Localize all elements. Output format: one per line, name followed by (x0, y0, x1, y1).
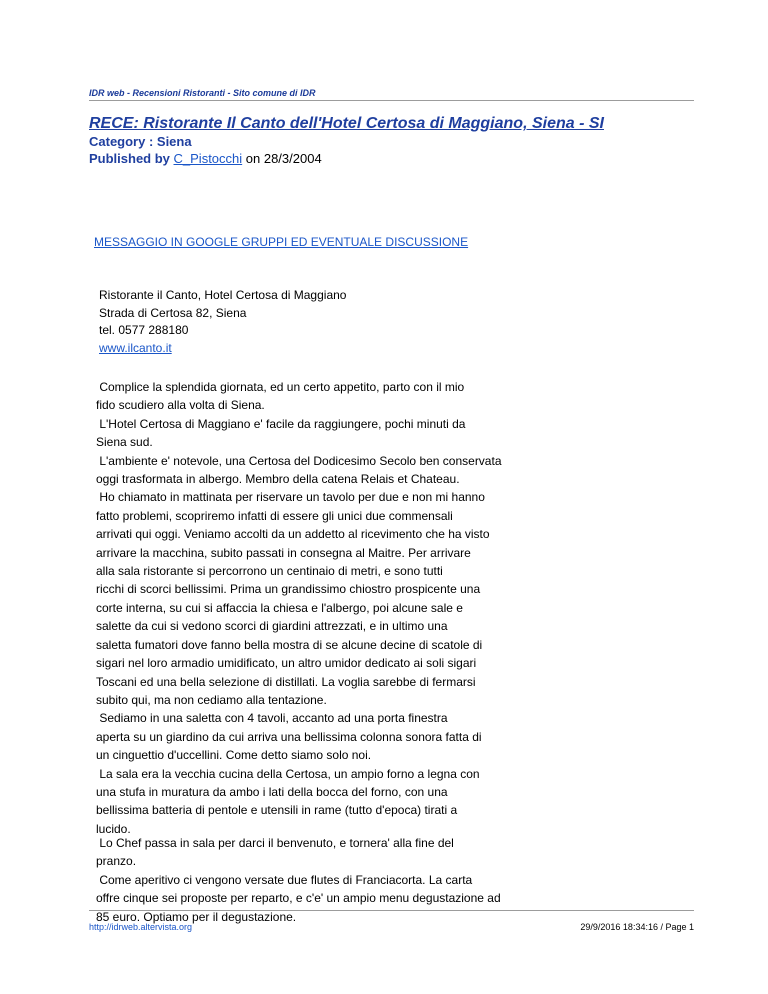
review-line: subito qui, ma non cediamo alla tentazione. (96, 692, 327, 707)
review-line: lucido. (96, 821, 131, 836)
review-line: Come aperitivo ci vengono versate due flutes di Franciacorta. La carta (96, 872, 473, 887)
review-line: La sala era la vecchia cucina della Certosa, un ampio forno a legna con (96, 766, 480, 781)
review-line: Sediamo in una saletta con 4 tavoli, accanto ad una porta finestra (96, 711, 448, 726)
article-title[interactable]: RECE: Ristorante Il Canto dell'Hotel Certosa di Maggiano, Siena - SI (89, 115, 604, 132)
review-line: 85 euro. Optiamo per il degustazione. (96, 909, 297, 924)
review-line: Toscani ed una bella selezione di distillati. La voglia sarebbe di fermarsi (96, 674, 476, 689)
restaurant-street: Strada di Certosa 82, Siena (99, 305, 247, 320)
byline-date: on 28/3/2004 (242, 151, 322, 166)
review-paragraph-2 (96, 834, 566, 926)
google-groups-discussion-link[interactable]: MESSAGGIO IN GOOGLE GRUPPI ED EVENTUALE DISCUSSIONE (94, 235, 469, 249)
review-line: Lo Chef passa in sala per darci il benvenuto, e tornera' alla fine del (96, 836, 454, 850)
review-line: bellissima batteria di pentole e utensili in rame (tutto d'epoca) tirati a (96, 803, 458, 818)
footer-timestamp-page: 29/9/2016 18:34:16 / Page 1 (580, 922, 694, 932)
restaurant-phone: tel. 0577 288180 (99, 323, 189, 337)
review-line: corte interna, su cui si affaccia la chiesa e l'albergo, poi alcune sale e (96, 600, 463, 615)
footer-divider (89, 910, 694, 911)
restaurant-name: Ristorante il Canto, Hotel Certosa di Maggiano (99, 288, 347, 302)
review-line: oggi trasformata in albergo. Membro della catena Relais et Chateau. (96, 472, 460, 487)
review-line: fatto problemi, scopriremo infatti di essere gli unici due commensali (96, 508, 453, 523)
review-line: offre cinque sei proposte per reparto, e c'e' un ampio menu degustazione ad (96, 891, 501, 906)
review-line: sigari nel loro armadio umidificato, un altro umidor dedicato ai soli sigari (96, 656, 477, 671)
review-line: aperta su un giardino da cui arriva una bellissima colonna sonora fatta di (96, 729, 482, 744)
restaurant-address-block (99, 287, 346, 357)
review-line: fido scudiero alla volta di Siena. (96, 398, 265, 413)
review-line: arrivati qui oggi. Veniamo accolti da un addetto al ricevimento che ha visto (96, 527, 490, 542)
review-line: arrivare la macchina, subito passati in consegna al Maitre. Per arrivare (96, 545, 471, 560)
byline-prefix: Published by (89, 151, 174, 166)
article-byline (89, 151, 322, 166)
review-line: ricchi di scorci bellissimi. Prima un grandissimo chiostro prospicente una (96, 582, 481, 597)
review-line: alla sala ristorante si percorrono un centinaio di metri, e sono tutti (96, 564, 443, 579)
review-paragraph-1 (96, 378, 566, 838)
review-line: L'ambiente e' notevole, una Certosa del Dodicesimo Secolo ben conservata (96, 453, 502, 468)
review-line: Siena sud. (96, 435, 153, 450)
review-line: L'Hotel Certosa di Maggiano e' facile da raggiungere, pochi minuti da (96, 416, 466, 431)
review-line: saletta fumatori dove fanno bella mostra di se alcune decine di scatole di (96, 637, 483, 652)
header-divider (89, 100, 694, 101)
review-line: Ho chiamato in mattinata per riservare un tavolo per due e non mi hanno (96, 490, 485, 505)
article-category: Category : Siena (89, 134, 192, 149)
review-line: salette da cui si vedono scorci di giardini attrezzati, e in ultimo una (96, 619, 448, 634)
author-link[interactable]: C_Pistocchi (173, 151, 243, 166)
footer-site-url[interactable]: http://idrweb.altervista.org (89, 922, 193, 932)
review-line: una stufa in muratura da ambo i lati della bocca del forno, con una (96, 784, 448, 799)
review-line: pranzo. (96, 854, 137, 869)
review-line: Complice la splendida giornata, ed un certo appetito, parto con il mio (96, 380, 465, 394)
restaurant-website-link[interactable]: www.ilcanto.it (99, 340, 172, 355)
site-header-title: IDR web - Recensioni Ristoranti - Sito comune di IDR (89, 88, 316, 98)
review-line: un cinguettio d'uccellini. Come detto siamo solo noi. (96, 748, 372, 763)
